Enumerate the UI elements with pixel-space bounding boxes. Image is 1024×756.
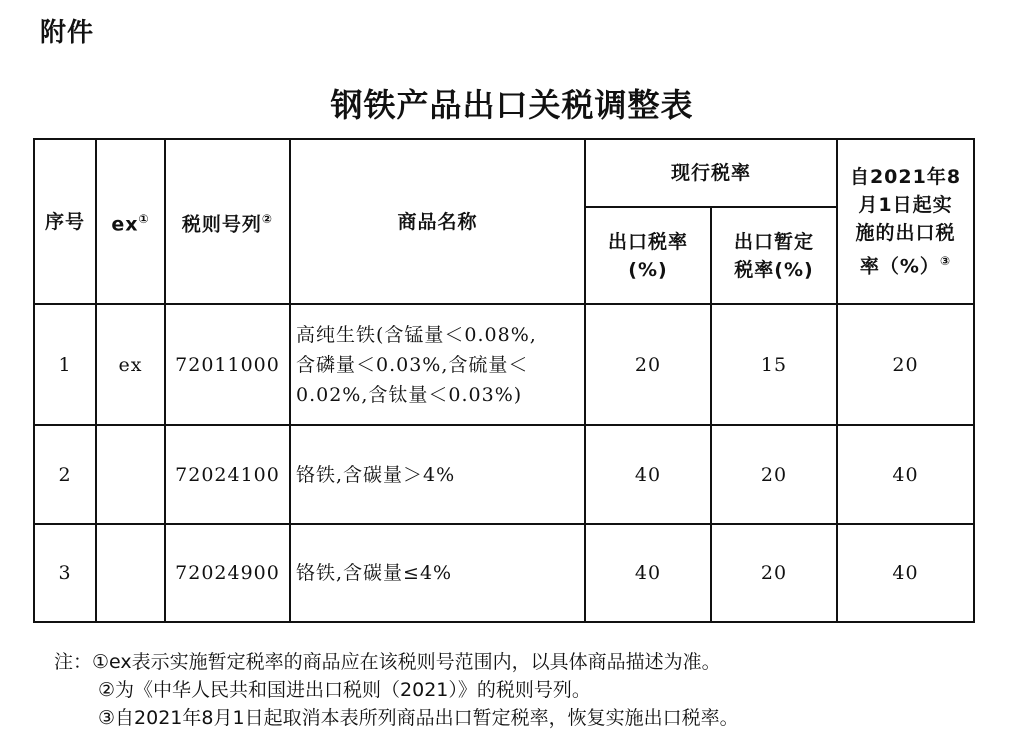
note-item: ①ex表示实施暂定税率的商品应在该税则号范围内，以具体商品描述为准。 — [92, 651, 721, 673]
cell-seq: 2 — [34, 425, 96, 524]
cell-ex — [96, 425, 165, 524]
header-ex — [96, 139, 165, 304]
header-new-rate — [837, 139, 974, 304]
note-line — [54, 676, 739, 704]
header-ex-text: ex — [111, 213, 139, 236]
cell-name-line: 高纯生铁(含锰量＜0.08%, — [296, 323, 537, 346]
cell-new-rate: 40 — [837, 524, 974, 622]
header-export-rate-label: 出口税率 — [607, 230, 688, 253]
cell-tariff-no: 72024100 — [165, 425, 290, 524]
cell-name-line: 含磷量＜0.03%,含硫量＜ — [296, 353, 529, 376]
cell-provisional-rate: 20 — [711, 425, 837, 524]
header-new-rate-line3: 施的出口税 — [855, 221, 956, 244]
cell-name-line: 铬铁,含碳量＞4% — [296, 463, 456, 486]
cell-new-rate: 40 — [837, 425, 974, 524]
header-export-rate-unit: (%) — [628, 258, 668, 281]
cell-export-rate: 40 — [585, 425, 711, 524]
header-current-rate: 现行税率 — [585, 139, 837, 207]
header-provisional-rate-line1: 出口暂定 — [733, 230, 814, 253]
cell-ex — [96, 524, 165, 622]
cell-export-rate: 40 — [585, 524, 711, 622]
header-new-rate-line2: 月1日起实 — [858, 193, 953, 216]
note-item: ②为《中华人民共和国进出口税则（2021）》的税则号列。 — [98, 679, 591, 701]
note-line — [54, 704, 739, 732]
header-seq: 序号 — [34, 139, 96, 304]
cell-seq: 1 — [34, 304, 96, 425]
cell-name — [290, 425, 585, 524]
cell-tariff-no: 72024900 — [165, 524, 290, 622]
header-new-rate-line4-wrap — [838, 247, 973, 280]
table-row — [34, 524, 974, 622]
notes-label: 注： — [54, 651, 93, 673]
table-row — [34, 304, 974, 425]
cell-name-line: 0.02%,含钛量＜0.03%) — [296, 383, 523, 406]
table-row — [34, 425, 974, 524]
header-new-rate-note-mark: ③ — [939, 253, 952, 268]
cell-provisional-rate: 20 — [711, 524, 837, 622]
tariff-table — [33, 138, 975, 623]
cell-new-rate: 20 — [837, 304, 974, 425]
cell-seq: 3 — [34, 524, 96, 622]
header-tariff-no-note-mark: ② — [261, 211, 274, 226]
note-line — [54, 648, 739, 676]
cell-name — [290, 304, 585, 425]
cell-tariff-no: 72011000 — [165, 304, 290, 425]
cell-name — [290, 524, 585, 622]
header-tariff-no — [165, 139, 290, 304]
notes — [54, 648, 739, 732]
header-name: 商品名称 — [290, 139, 585, 304]
cell-provisional-rate: 15 — [711, 304, 837, 425]
header-export-rate — [585, 207, 711, 304]
cell-ex: ex — [96, 304, 165, 425]
header-new-rate-line1: 自2021年8 — [849, 165, 962, 188]
note-item: ③自2021年8月1日起取消本表所列商品出口暂定税率，恢复实施出口税率。 — [98, 707, 739, 729]
header-provisional-rate — [711, 207, 837, 304]
attachment-label: 附件 — [40, 18, 95, 48]
document-title: 钢铁产品出口关税调整表 — [330, 86, 694, 124]
cell-name-line: 铬铁,含碳量≤4% — [296, 562, 453, 584]
header-new-rate-line4: 率（%） — [859, 255, 940, 278]
header-tariff-no-text: 税则号列 — [181, 213, 262, 236]
header-provisional-rate-line2: 税率(%) — [734, 258, 814, 281]
cell-export-rate: 20 — [585, 304, 711, 425]
header-ex-note-mark: ① — [138, 211, 150, 226]
